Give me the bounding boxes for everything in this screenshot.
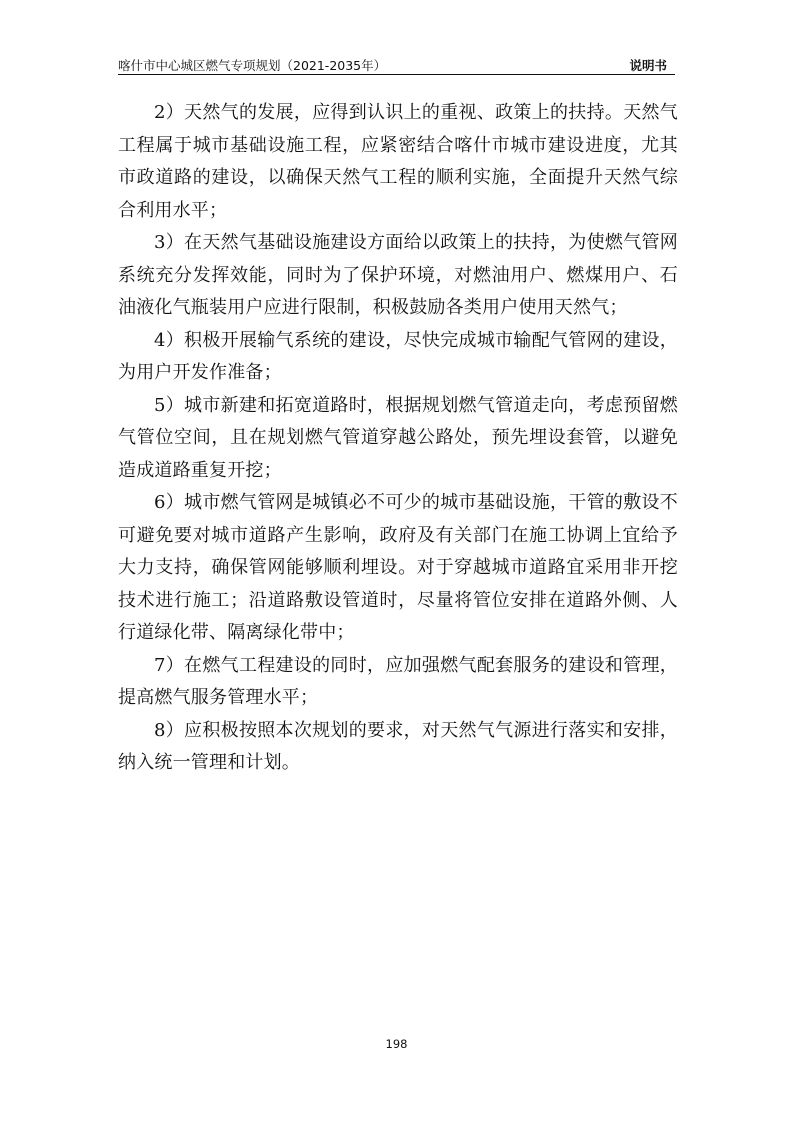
page-number: 198 (385, 1037, 408, 1051)
header-title: 喀什市中心城区燃气专项规划（2021-2035年） (118, 58, 387, 73)
paragraph-4: 4）积极开展输气系统的建设，尽快完成城市输配气管网的建设，为用户开发作准备； (118, 329, 678, 383)
paragraph-8: 8）应积极按照本次规划的要求，对天然气气源进行落实和安排，纳入统一管理和计划。 (118, 719, 678, 773)
body-text (118, 97, 678, 780)
page-header (118, 50, 675, 74)
paragraph-5: 5）城市新建和拓宽道路时，根据规划燃气管道走向，考虑预留燃气管位空间，且在规划燃气管道穿越公路处，预先埋设套管，以避免造成道路重复开挖； (118, 394, 678, 481)
paragraph-7: 7）在燃气工程建设的同时，应加强燃气配套服务的建设和管理，提高燃气服务管理水平； (118, 654, 678, 708)
header-rule (118, 74, 675, 75)
paragraph-3: 3）在天然气基础设施建设方面给以政策上的扶持，为使燃气管网系统充分发挥效能，同时为了保护环境，对燃油用户、燃煤用户、石油液化气瓶装用户应进行限制，积极鼓励各类用户使用天然气； (118, 232, 678, 318)
paragraph-2: 2）天然气的发展，应得到认识上的重视、政策上的扶持。天然气工程属于城市基础设施工程，应紧密结合喀什市城市建设进度，尤其市政道路的建设，以确保天然气工程的顺利实施，全面提升天然气综合利用水平； (118, 102, 678, 221)
header-section: 说明书 (629, 58, 667, 73)
paragraph-6: 6）城市燃气管网是城镇必不可少的城市基础设施，干管的敷设不可避免要对城市道路产生影响，政府及有关部门在施工协调上宜给予大力支持，确保管网能够顺利埋设。对于穿越城市道路宜采用非开挖技术进行施工；沿道路敷设管道时，尽量将管位安排在道路外侧、人行道绿化带、隔离绿化带中； (118, 492, 678, 643)
